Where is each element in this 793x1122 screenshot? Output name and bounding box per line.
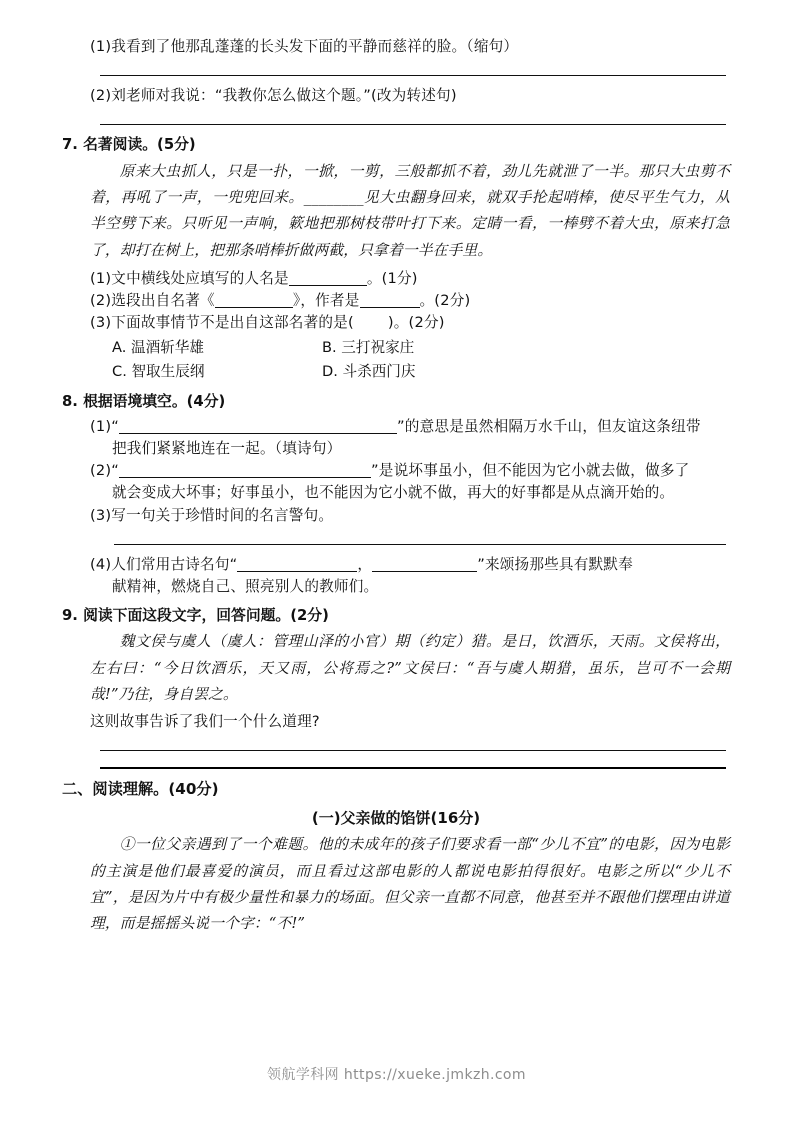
q8-sub1-blank[interactable] [119,419,397,434]
choice-d[interactable]: D. 斗杀西门庆 [322,363,416,380]
question-item-2: (2)刘老师对我说：“我教你怎么做这个题。”(改为转述句) [90,87,457,105]
question-7-passage: 原来大虫抓人，只是一扑，一掀，一剪，三般都抓不着，劲儿先就泄了一半。那只大虫剪不着，再吼了一声，一兜兜回来。________见大虫翻身回来，就双手抡起哨棒，使尽平生气力，从半空劈下来。只听见一声响，簌地把那树枝带叶打下来。定睛一看，一棒劈不着大虫，原来打急了，却打在树上，把那条哨棒折做两截，只拿着一半在手里。 [90,162,730,259]
question-9-prompt: 这则故事告诉了我们一个什么道理? [90,713,320,731]
question-8-sub-2-line-2: 就会变成大坏事；好事虽小，也不能因为它小就不做，再大的好事都是从点滴开始的。 [112,484,675,502]
question-7-choice-row-1 [62,336,730,360]
answer-rule-2[interactable] [62,124,730,125]
q7-sub2-prefix: (2)选段出自名著《 [90,292,215,310]
question-8-heading: 8. 根据语境填空。(4分) [62,392,226,410]
q8-sub1-open-quote: (1)“ [90,417,120,435]
question-8-sub-3: (3)写一句关于珍惜时间的名言警句。 [90,506,334,524]
question-7-sub-3 [62,312,730,334]
answer-rule-1[interactable] [62,75,730,76]
q7-sub1-prefix: (1)文中横线处应填写的人名是 [90,269,289,287]
question-8-sub-1-line-2: 把我们紧紧地连在一起。（填诗句） [112,440,342,457]
question-9-passage: 魏文侯与虞人（虞人：管理山泽的小官）期（约定）猎。是日，饮酒乐，天雨。文侯将出，左右曰：“今日饮酒乐，天又雨，公将焉之?”文侯曰：“吾与虞人期猎，虽乐，岂可不一会期哉!”乃往，身自罢之。 [90,633,730,703]
q8-sub4-comma: ， [357,555,373,573]
choice-a[interactable]: A. 温酒斩华雄 [112,339,204,357]
q8-sub4-suffix: ”来颂扬那些具有默默奉 [477,555,633,573]
q8-sub2-open-quote: (2)“ [90,462,120,480]
question-8-sub-4-line-1 [62,554,730,576]
question-8-sub-4-line-2: 献精神，燃烧自己、照亮别人的教师们。 [112,577,379,595]
choice-b[interactable]: B. 三打祝家庄 [322,339,415,357]
q7-sub2-blank-title[interactable] [215,293,293,308]
answer-rule-q8-sub3[interactable] [62,544,730,545]
q8-sub4-blank-1[interactable] [237,557,357,572]
answer-line [100,750,726,751]
q7-sub2-blank-author[interactable] [360,293,420,308]
section-divider [100,767,726,769]
q7-sub1-blank[interactable] [289,271,367,286]
question-7-heading: 7. 名著阅读。(5分) [62,136,196,154]
section-2-heading: 二、阅读理解。(40分) [62,780,219,799]
question-8-sub-2-line-1 [62,460,730,482]
q8-sub1-text: ”的意思是虽然相隔万水千山，但友谊这条纽带 [397,417,701,435]
question-item-1: (1)我看到了他那乱蓬蓬的长头发下面的平静而慈祥的脸。（缩句） [90,38,519,55]
reading-passage-title: (一)父亲做的馅饼(16分) [311,809,481,828]
q8-sub4-blank-2[interactable] [372,557,477,572]
q7-sub2-suffix: 。(2分) [419,292,471,310]
answer-line [100,124,726,125]
site-watermark: 领航学科网 https://xueke.jmkzh.com [267,1067,526,1083]
q8-sub2-blank[interactable] [119,463,371,478]
page-content [62,36,730,937]
q7-sub3-prefix: (3)下面故事情节不是出自这部名著的是( [90,314,354,332]
q7-sub1-suffix: 。(1分) [366,269,418,287]
q8-sub4-prefix: (4)人们常用古诗名句“ [90,555,238,573]
question-7-sub-1 [62,268,730,290]
question-7-sub-2 [62,290,730,312]
choice-c[interactable]: C. 智取生辰纲 [112,363,205,380]
reading-paragraph-1: ①一位父亲遇到了一个难题。他的未成年的孩子们要求看一部“少儿不宜”的电影，因为电影的主演是他们最喜爱的演员，而且看过这部电影的人都说电影拍得很好。电影之所以“少儿不宜”，是因为片中有极少量性和暴力的场面。但父亲一直都不同意，他甚至并不跟他们摆理由讲道理，而是摇摇头说一个字：“不!” [90,836,730,933]
q7-sub2-middle: 》，作者是 [292,292,360,310]
answer-line [100,75,726,76]
question-9-heading: 9. 阅读下面这段文字，回答问题。(2分) [62,607,329,625]
q8-sub2-text: ”是说坏事虽小，但不能因为它小就去做，做多了 [371,462,690,480]
answer-rule-q9[interactable] [62,750,730,751]
answer-line [114,544,726,545]
question-7-choice-row-2 [62,360,730,384]
q7-sub3-suffix: )。(2分) [387,314,445,332]
question-8-sub-1-line-1 [62,416,730,438]
